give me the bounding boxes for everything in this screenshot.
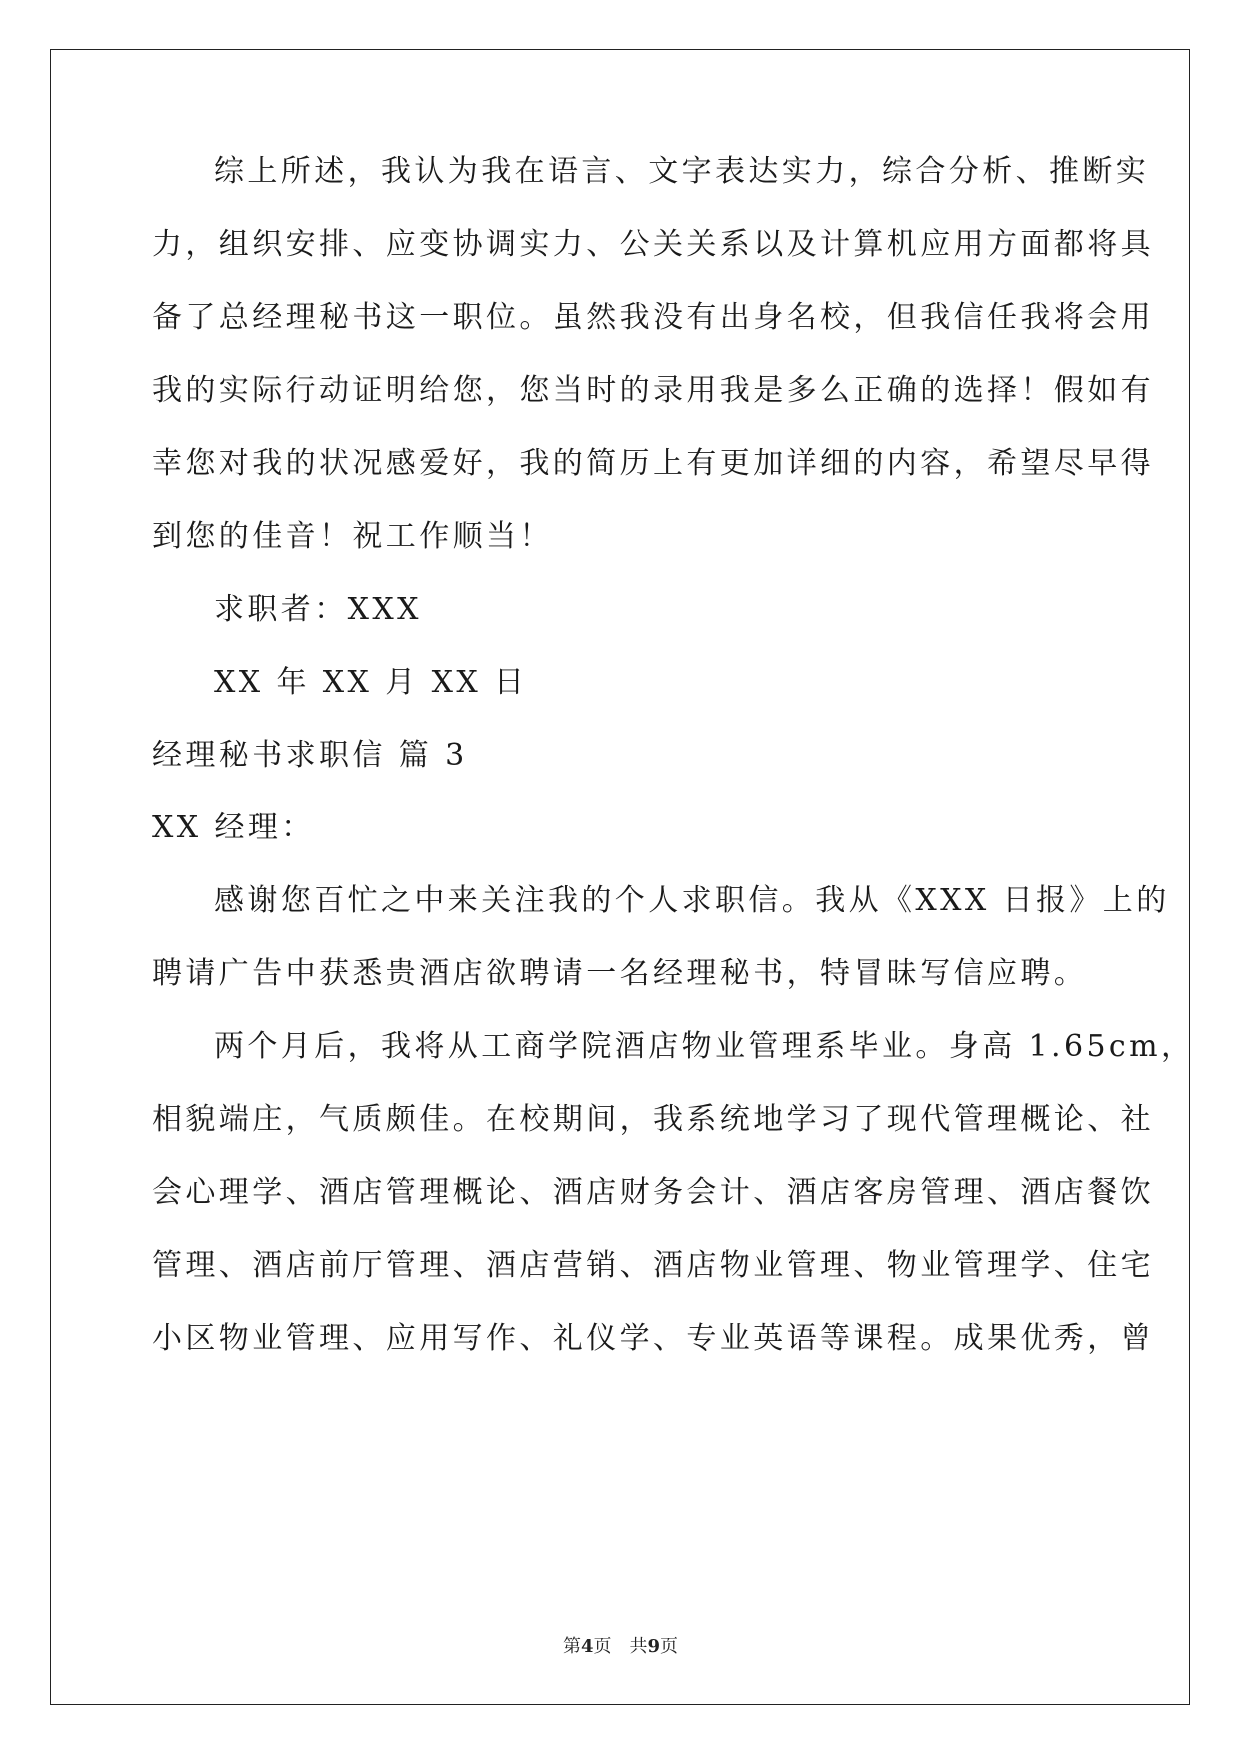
page-suffix: 页 (660, 1636, 679, 1657)
text-line-14: 相貌端庄，气质颇佳。在校期间，我系统地学习了现代管理概论、社 (152, 1102, 1154, 1137)
text-line-3: 备了总经理秘书这一职位。虽然我没有出身名校，但我信任我将会用 (152, 300, 1154, 335)
text-line-5: 幸您对我的状况感爱好，我的简历上有更加详细的内容，希望尽早得 (152, 446, 1154, 481)
text-line-13: 两个月后，我将从工商学院酒店物业管理系毕业。身高 1.65cm， (214, 1029, 1195, 1064)
text-line-15: 会心理学、酒店管理概论、酒店财务会计、酒店客房管理、酒店餐饮 (152, 1175, 1154, 1210)
text-line-11: 感谢您百忙之中来关注我的个人求职信。我从《XXX 日报》上的 (214, 883, 1170, 918)
text-line-4: 我的实际行动证明给您，您当时的录用我是多么正确的选择！假如有 (152, 373, 1154, 408)
text-line-17: 小区物业管理、应用写作、礼仪学、专业英语等课程。成果优秀，曾 (152, 1321, 1154, 1356)
text-line-16: 管理、酒店前厅管理、酒店营销、酒店物业管理、物业管理学、住宅 (152, 1248, 1154, 1283)
text-line-2: 力，组织安排、应变协调实力、公关关系以及计算机应用方面都将具 (152, 227, 1154, 262)
date-line: XX 年 XX 月 XX 日 (214, 665, 528, 700)
signature-line: 求职者：XXX (214, 592, 422, 627)
page-prefix: 第 (562, 1636, 581, 1657)
page-mid: 页 共 (593, 1636, 648, 1657)
page-current: 4 (580, 1636, 594, 1657)
text-line-12: 聘请广告中获悉贵酒店欲聘请一名经理秘书，特冒昧写信应聘。 (152, 956, 1088, 991)
text-line-1: 综上所述，我认为我在语言、文字表达实力，综合分析、推断实 (214, 154, 1150, 189)
text-line-6: 到您的佳音！祝工作顺当！ (152, 519, 553, 554)
page-total: 9 (647, 1636, 661, 1657)
page-footer (0, 1635, 1241, 1659)
section-heading: 经理秘书求职信 篇 3 (152, 738, 468, 773)
salutation-line: XX 经理： (152, 810, 315, 845)
